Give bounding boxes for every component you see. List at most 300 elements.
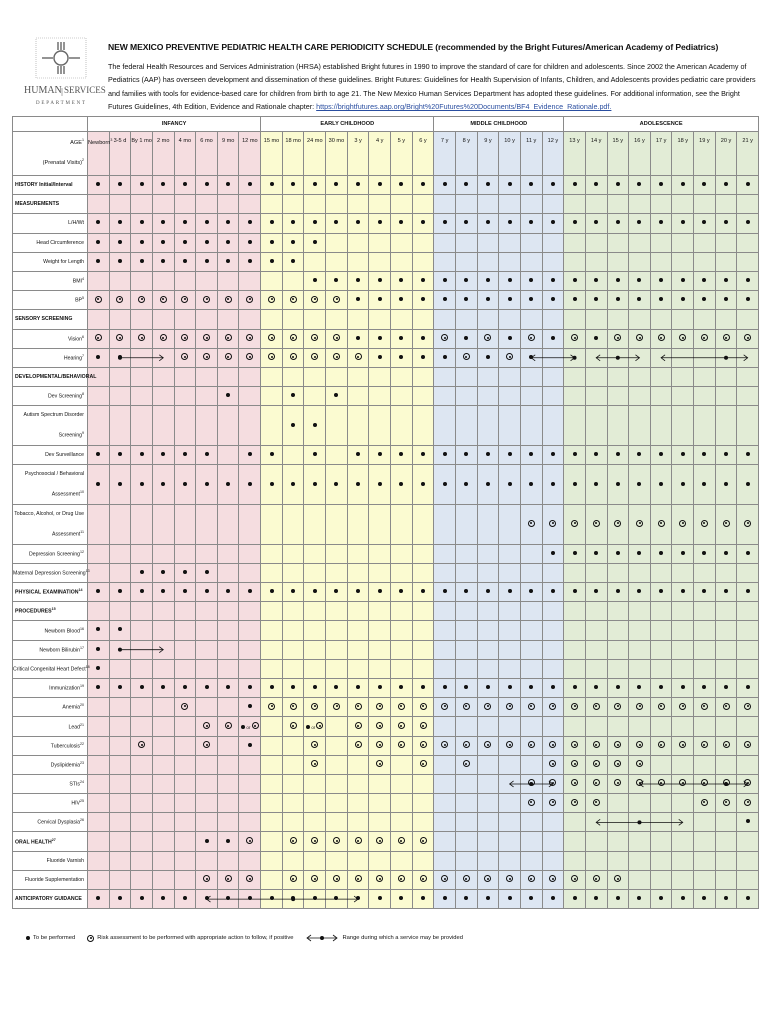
schedule-cell	[607, 736, 629, 755]
dot-icon	[183, 182, 187, 186]
schedule-cell	[152, 195, 174, 214]
schedule-cell	[174, 271, 196, 290]
dot-icon	[551, 551, 555, 555]
schedule-cell	[88, 465, 110, 505]
footnote-ref: 9	[82, 431, 84, 436]
schedule-cell	[499, 563, 521, 582]
row-label	[13, 813, 88, 832]
schedule-cell	[412, 755, 434, 774]
schedule-cell	[650, 621, 672, 640]
schedule-cell	[131, 195, 153, 214]
schedule-cell	[715, 583, 737, 602]
dot-icon	[226, 182, 230, 186]
schedule-cell	[217, 602, 239, 621]
schedule-cell	[542, 890, 564, 909]
schedule-cell	[109, 774, 131, 793]
schedule-cell	[131, 755, 153, 774]
schedule-cell	[629, 736, 651, 755]
schedule-cell	[477, 659, 499, 678]
schedule-cell	[217, 367, 239, 386]
risk-circle-icon	[484, 875, 491, 882]
risk-circle-icon	[679, 703, 686, 710]
dot-icon	[421, 482, 425, 486]
schedule-cell	[455, 465, 477, 505]
schedule-cell	[715, 465, 737, 505]
age-column-header: 18 y	[672, 132, 694, 176]
schedule-cell	[672, 659, 694, 678]
schedule-cell	[391, 890, 413, 909]
schedule-cell	[542, 563, 564, 582]
schedule-cell	[304, 176, 326, 195]
schedule-cell	[326, 890, 348, 909]
schedule-cell	[715, 291, 737, 310]
schedule-row	[13, 698, 759, 717]
risk-circle-icon	[614, 520, 621, 527]
risk-circle-icon	[593, 703, 600, 710]
risk-circle-icon	[290, 837, 297, 844]
schedule-cell	[369, 348, 391, 367]
schedule-cell	[694, 348, 716, 367]
schedule-cell	[217, 195, 239, 214]
schedule-cell	[391, 774, 413, 793]
schedule-cell	[369, 367, 391, 386]
dot-icon	[573, 685, 577, 689]
schedule-cell	[304, 870, 326, 889]
risk-circle-icon	[723, 334, 730, 341]
schedule-cell	[304, 717, 326, 736]
schedule-cell	[239, 271, 261, 290]
schedule-cell	[174, 406, 196, 446]
schedule-row	[13, 406, 759, 446]
dot-icon	[399, 685, 403, 689]
schedule-cell	[542, 717, 564, 736]
schedule-cell	[282, 640, 304, 659]
schedule-cell	[434, 348, 456, 367]
schedule-cell	[737, 329, 759, 348]
risk-circle-icon	[593, 760, 600, 767]
schedule-cell	[131, 465, 153, 505]
schedule-cell	[152, 870, 174, 889]
dot-icon	[486, 278, 490, 282]
schedule-cell	[196, 602, 218, 621]
schedule-cell	[261, 736, 283, 755]
schedule-cell	[347, 890, 369, 909]
schedule-cell	[672, 504, 694, 544]
row-label	[13, 465, 88, 505]
dot-icon	[356, 278, 360, 282]
schedule-cell	[196, 233, 218, 252]
schedule-cell	[715, 698, 737, 717]
schedule-cell	[737, 621, 759, 640]
dot-icon	[313, 182, 317, 186]
schedule-cell	[499, 640, 521, 659]
risk-circle-icon	[268, 353, 275, 360]
schedule-cell	[109, 659, 131, 678]
schedule-cell	[239, 176, 261, 195]
row-label-text: Fluoride Supplementation	[24, 876, 84, 883]
schedule-cell	[564, 195, 586, 214]
schedule-cell	[650, 813, 672, 832]
schedule-cell	[585, 233, 607, 252]
dot-icon	[637, 278, 641, 282]
schedule-cell	[412, 504, 434, 544]
schedule-cell	[737, 348, 759, 367]
schedule-cell	[239, 348, 261, 367]
row-label	[13, 794, 88, 813]
risk-circle-icon	[181, 296, 188, 303]
schedule-cell	[715, 504, 737, 544]
dot-icon	[226, 839, 230, 843]
schedule-row	[13, 678, 759, 697]
schedule-cell	[607, 583, 629, 602]
risk-circle-icon	[528, 799, 535, 806]
schedule-cell	[88, 504, 110, 544]
schedule-cell	[434, 890, 456, 909]
schedule-cell	[196, 717, 218, 736]
schedule-cell	[109, 832, 131, 851]
risk-circle-icon	[311, 703, 318, 710]
schedule-cell	[715, 890, 737, 909]
dot-icon	[529, 589, 533, 593]
dot-icon	[313, 220, 317, 224]
risk-circle-icon	[138, 334, 145, 341]
schedule-cell	[694, 832, 716, 851]
schedule-cell	[629, 252, 651, 271]
dot-icon	[291, 393, 295, 397]
schedule-cell	[282, 291, 304, 310]
schedule-cell	[607, 195, 629, 214]
schedule-cell	[109, 252, 131, 271]
schedule-cell	[564, 406, 586, 446]
schedule-row	[13, 445, 759, 464]
age-column-header: 16 y	[629, 132, 651, 176]
schedule-cell	[607, 504, 629, 544]
schedule-cell	[88, 755, 110, 774]
schedule-cell	[304, 621, 326, 640]
schedule-cell	[369, 621, 391, 640]
schedule-cell	[672, 583, 694, 602]
footnote-ref: 23	[80, 760, 84, 765]
schedule-cell	[715, 659, 737, 678]
footnote-ref: 17	[80, 645, 84, 650]
dot-icon	[464, 685, 468, 689]
schedule-cell	[434, 563, 456, 582]
schedule-cell	[412, 271, 434, 290]
schedule-cell	[131, 640, 153, 659]
schedule-cell	[88, 870, 110, 889]
schedule-cell	[326, 640, 348, 659]
dot-icon	[205, 589, 209, 593]
schedule-cell	[326, 348, 348, 367]
schedule-cell	[477, 563, 499, 582]
dot-icon	[443, 220, 447, 224]
schedule-cell	[131, 659, 153, 678]
risk-circle-icon	[723, 799, 730, 806]
schedule-cell	[391, 563, 413, 582]
row-label-text: Lead	[68, 724, 80, 731]
schedule-cell	[217, 310, 239, 329]
schedule-cell	[477, 717, 499, 736]
dot-icon	[161, 452, 165, 456]
schedule-cell	[217, 755, 239, 774]
row-label-text: Tuberculosis	[50, 743, 80, 750]
risk-circle-icon	[549, 875, 556, 882]
schedule-cell	[347, 252, 369, 271]
dot-icon	[291, 182, 295, 186]
schedule-cell	[585, 329, 607, 348]
schedule-cell	[542, 465, 564, 505]
schedule-cell	[672, 774, 694, 793]
schedule-cell	[564, 659, 586, 678]
schedule-cell	[304, 890, 326, 909]
schedule-cell	[737, 813, 759, 832]
schedule-cell	[217, 329, 239, 348]
dot-icon	[226, 482, 230, 486]
schedule-cell	[564, 640, 586, 659]
dot-icon	[248, 704, 252, 708]
dot-icon	[681, 482, 685, 486]
dot-icon	[161, 685, 165, 689]
schedule-cell	[542, 602, 564, 621]
dot-icon	[183, 220, 187, 224]
schedule-cell	[261, 233, 283, 252]
hsd-logo	[22, 36, 106, 116]
schedule-cell	[455, 602, 477, 621]
schedule-cell	[434, 504, 456, 544]
schedule-cell	[369, 310, 391, 329]
dot-icon	[356, 452, 360, 456]
schedule-cell	[304, 445, 326, 464]
dot-icon	[140, 259, 144, 263]
schedule-cell	[239, 504, 261, 544]
schedule-cell	[434, 794, 456, 813]
risk-circle-icon	[614, 779, 621, 786]
dot-icon	[96, 259, 100, 263]
schedule-cell	[629, 367, 651, 386]
dot-icon	[270, 685, 274, 689]
dot-icon	[702, 297, 706, 301]
schedule-cell	[499, 736, 521, 755]
dot-icon	[226, 220, 230, 224]
schedule-cell	[672, 698, 694, 717]
schedule-cell	[239, 406, 261, 446]
schedule-cell	[434, 465, 456, 505]
risk-circle-icon	[246, 296, 253, 303]
schedule-cell	[694, 465, 716, 505]
schedule-cell	[455, 544, 477, 563]
dot-icon	[334, 896, 338, 900]
schedule-cell	[239, 621, 261, 640]
schedule-cell	[412, 367, 434, 386]
schedule-cell	[109, 233, 131, 252]
schedule-cell	[282, 717, 304, 736]
schedule-cell	[369, 387, 391, 406]
schedule-cell	[391, 252, 413, 271]
schedule-cell	[477, 214, 499, 233]
schedule-cell	[326, 563, 348, 582]
schedule-cell	[217, 813, 239, 832]
dot-icon	[356, 896, 360, 900]
schedule-cell	[434, 870, 456, 889]
dot-icon	[681, 182, 685, 186]
schedule-cell	[88, 291, 110, 310]
schedule-cell	[347, 621, 369, 640]
schedule-cell	[239, 233, 261, 252]
schedule-cell	[85, 659, 110, 678]
dot-icon	[118, 452, 122, 456]
risk-circle-icon	[333, 837, 340, 844]
dot-icon	[334, 685, 338, 689]
dot-icon	[313, 589, 317, 593]
dot-icon	[96, 220, 100, 224]
risk-circle-icon	[376, 722, 383, 729]
schedule-cell	[499, 387, 521, 406]
age-column-header: 17 y	[650, 132, 672, 176]
dot-icon	[659, 278, 663, 282]
dot-icon	[486, 482, 490, 486]
schedule-cell	[326, 794, 348, 813]
dot-icon	[551, 297, 555, 301]
risk-circle-icon	[571, 760, 578, 767]
schedule-cell	[737, 890, 759, 909]
schedule-cell	[304, 563, 326, 582]
schedule-cell	[152, 504, 174, 544]
schedule-cell	[629, 813, 651, 832]
schedule-cell	[196, 271, 218, 290]
schedule-cell	[88, 544, 110, 563]
dot-icon	[356, 297, 360, 301]
dot-icon	[399, 482, 403, 486]
dot-icon	[637, 220, 641, 224]
schedule-cell	[650, 755, 672, 774]
schedule-cell	[109, 214, 131, 233]
dot-icon	[421, 336, 425, 340]
schedule-cell	[715, 544, 737, 563]
schedule-cell	[650, 504, 672, 544]
schedule-cell	[607, 544, 629, 563]
dot-icon	[702, 452, 706, 456]
schedule-cell	[412, 602, 434, 621]
risk-circle-icon	[723, 520, 730, 527]
dot-icon	[378, 452, 382, 456]
risk-circle-icon	[571, 875, 578, 882]
schedule-cell	[152, 329, 174, 348]
schedule-cell	[520, 252, 542, 271]
schedule-cell	[196, 794, 218, 813]
schedule-cell	[152, 698, 174, 717]
risk-circle-icon	[268, 334, 275, 341]
schedule-cell	[326, 504, 348, 544]
intro-text: The federal Health Resources and Services Administration (HRSA) established Bright futures in 1990 to improve the standard of care for children and adolescents. Since 2002 the American Academy of Pediatrics (AAP) has overseen development and dissemination of these guidelines. Bright Futures: Guidelines for Health Supervision of Infants, Children, and Adolescents provides pediatric care providers and families with tools for evidence-based care for children from birth to age 21. The New Mexico Human Services Department has adopted these guidelines. For additional information, see the Bright Futures Guidelines, 4th Edition, Evidence and Rationale chapter:	[108, 62, 756, 112]
schedule-cell	[499, 621, 521, 640]
dot-icon	[594, 278, 598, 282]
dot-icon	[399, 336, 403, 340]
row-label	[13, 563, 88, 582]
schedule-cell	[694, 736, 716, 755]
schedule-cell	[737, 445, 759, 464]
dot-icon	[486, 589, 490, 593]
schedule-cell	[564, 176, 586, 195]
schedule-cell	[304, 195, 326, 214]
schedule-cell	[152, 794, 174, 813]
dot-icon	[573, 278, 577, 282]
dot-icon	[356, 336, 360, 340]
dot-icon	[96, 182, 100, 186]
evidence-rationale-link[interactable]: https://brightfutures.aap.org/Bright%20Futures%20Documents/BF4_Evidence_Rationale.pdf.	[316, 102, 612, 112]
schedule-cell	[261, 329, 283, 348]
schedule-cell	[261, 717, 283, 736]
schedule-cell	[131, 310, 153, 329]
schedule-cell	[304, 214, 326, 233]
schedule-cell	[650, 717, 672, 736]
schedule-cell	[152, 774, 174, 793]
schedule-cell	[607, 445, 629, 464]
schedule-cell	[239, 544, 261, 563]
schedule-cell	[737, 774, 759, 793]
schedule-cell	[369, 445, 391, 464]
schedule-cell	[672, 755, 694, 774]
schedule-cell	[174, 583, 196, 602]
schedule-cell	[520, 310, 542, 329]
schedule-cell	[650, 387, 672, 406]
legend-risk: Risk assessment to be performed with appropriate action to follow, if positive	[87, 935, 293, 942]
schedule-cell	[196, 310, 218, 329]
risk-circle-icon	[463, 353, 470, 360]
risk-circle-icon	[744, 520, 751, 527]
schedule-cell	[347, 870, 369, 889]
schedule-cell	[477, 774, 499, 793]
dot-icon	[421, 355, 425, 359]
schedule-cell	[499, 214, 521, 233]
schedule-cell	[499, 851, 521, 870]
risk-circle-icon	[701, 799, 708, 806]
schedule-cell	[520, 736, 542, 755]
schedule-cell	[217, 621, 239, 640]
schedule-cell	[477, 387, 499, 406]
schedule-cell	[499, 832, 521, 851]
age-column-header: 4 mo	[174, 132, 196, 176]
schedule-cell	[564, 233, 586, 252]
dot-icon	[226, 685, 230, 689]
schedule-cell	[282, 233, 304, 252]
schedule-cell	[499, 755, 521, 774]
schedule-cell	[239, 465, 261, 505]
schedule-cell	[152, 813, 174, 832]
schedule-cell	[131, 678, 153, 697]
footnote-ref: 19	[80, 684, 84, 689]
dot-icon	[746, 278, 750, 282]
schedule-cell	[607, 252, 629, 271]
schedule-cell	[326, 367, 348, 386]
schedule-cell	[196, 291, 218, 310]
schedule-cell	[152, 176, 174, 195]
risk-circle-icon	[636, 741, 643, 748]
risk-circle-icon	[290, 296, 297, 303]
dot-icon	[464, 182, 468, 186]
risk-circle-icon	[723, 703, 730, 710]
schedule-cell	[520, 329, 542, 348]
schedule-row	[13, 659, 759, 678]
schedule-cell	[672, 851, 694, 870]
row-label-text: PHYSICAL EXAMINATION	[15, 589, 79, 596]
schedule-cell	[499, 813, 521, 832]
row-label	[13, 329, 88, 348]
schedule-cell	[455, 813, 477, 832]
schedule-row	[13, 252, 759, 271]
row-label	[13, 214, 88, 233]
dot-icon	[140, 220, 144, 224]
schedule-cell	[477, 329, 499, 348]
